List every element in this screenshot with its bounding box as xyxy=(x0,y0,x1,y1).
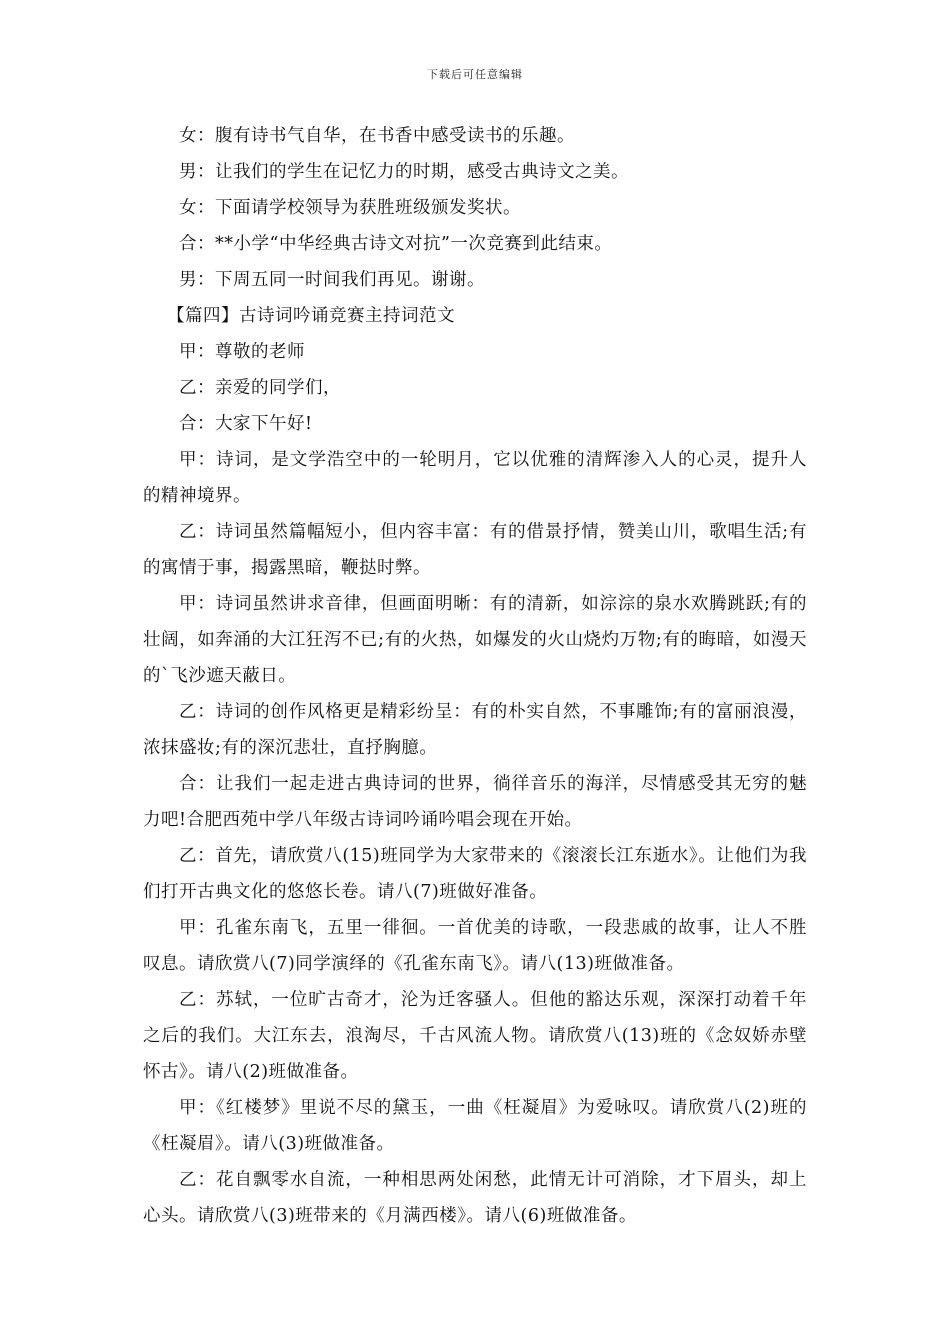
paragraph: 甲：诗词，是文学浩空中的一轮明月，它以优雅的清辉渗入人的心灵，提升人的精神境界。 xyxy=(143,450,807,506)
paragraph: 合：大家下午好! xyxy=(179,414,313,434)
paragraph: 甲：《红楼梦》里说不尽的黛玉，一曲《枉凝眉》为爱咏叹。请欣赏八(2)班的《枉凝眉》。请八(3)班做准备。 xyxy=(143,1098,807,1154)
paragraph: 乙：诗词虽然篇幅短小，但内容丰富：有的借景抒情，赞美山川，歌唱生活;有的寓情于事，揭露黑暗，鞭挞时弊。 xyxy=(143,522,807,578)
paragraph: 甲：尊敬的老师 xyxy=(179,342,305,362)
paragraph: 男：让我们的学生在记忆力的时期，感受古典诗文之美。 xyxy=(179,162,629,182)
section-heading: 【篇四】古诗词吟诵竞赛主持词范文 xyxy=(167,306,455,326)
paragraph: 乙：苏轼，一位旷古奇才，沦为迁客骚人。但他的豁达乐观，深深打动着千年之后的我们。大江东去，浪淘尽，千古风流人物。请欣赏八(13)班的《念奴娇赤壁怀古》。请八(2)班做准备。 xyxy=(143,990,807,1082)
paragraph: 合：让我们一起走进古典诗词的世界，徜徉音乐的海洋，尽情感受其无穷的魅力吧!合肥西苑中学八年级古诗词吟诵吟唱会现在开始。 xyxy=(143,774,807,830)
paragraph: 甲：孔雀东南飞，五里一徘徊。一首优美的诗歌，一段悲戚的故事，让人不胜叹息。请欣赏八(7)同学演绎的《孔雀东南飞》。请八(13)班做准备。 xyxy=(143,918,807,974)
paragraph: 乙：花自飘零水自流，一种相思两处闲愁，此情无计可消除，才下眉头，却上心头。请欣赏八(3)班带来的《月满西楼》。请八(6)班做准备。 xyxy=(143,1170,807,1226)
paragraph: 女：腹有诗书气自华，在书香中感受读书的乐趣。 xyxy=(179,126,575,146)
paragraph: 甲：诗词虽然讲求音律，但画面明晰：有的清新，如淙淙的泉水欢腾跳跃;有的壮阔，如奔涌的大江狂泻不已;有的火热，如爆发的火山烧灼万物;有的晦暗，如漫天的`飞沙遮天蔽日。 xyxy=(143,594,807,686)
paragraph: 女：下面请学校领导为获胜班级颁发奖状。 xyxy=(179,198,521,218)
paragraph: 乙：首先，请欣赏八(15)班同学为大家带来的《滚滚长江东逝水》。让他们为我们打开古典文化的悠悠长卷。请八(7)班做好准备。 xyxy=(143,846,807,902)
page-header: 下载后可任意编辑 xyxy=(427,68,523,81)
paragraph: 乙：亲爱的同学们， xyxy=(179,378,341,398)
document-body xyxy=(143,118,807,1234)
paragraph: 乙：诗词的创作风格更是精彩纷呈：有的朴实自然，不事雕饰;有的富丽浪漫，浓抹盛妆;有的深沉悲壮，直抒胸臆。 xyxy=(143,702,807,758)
paragraph: 男：下周五同一时间我们再见。谢谢。 xyxy=(179,270,485,290)
paragraph: 合：**小学“中华经典古诗文对抗”一次竞赛到此结束。 xyxy=(179,234,613,254)
